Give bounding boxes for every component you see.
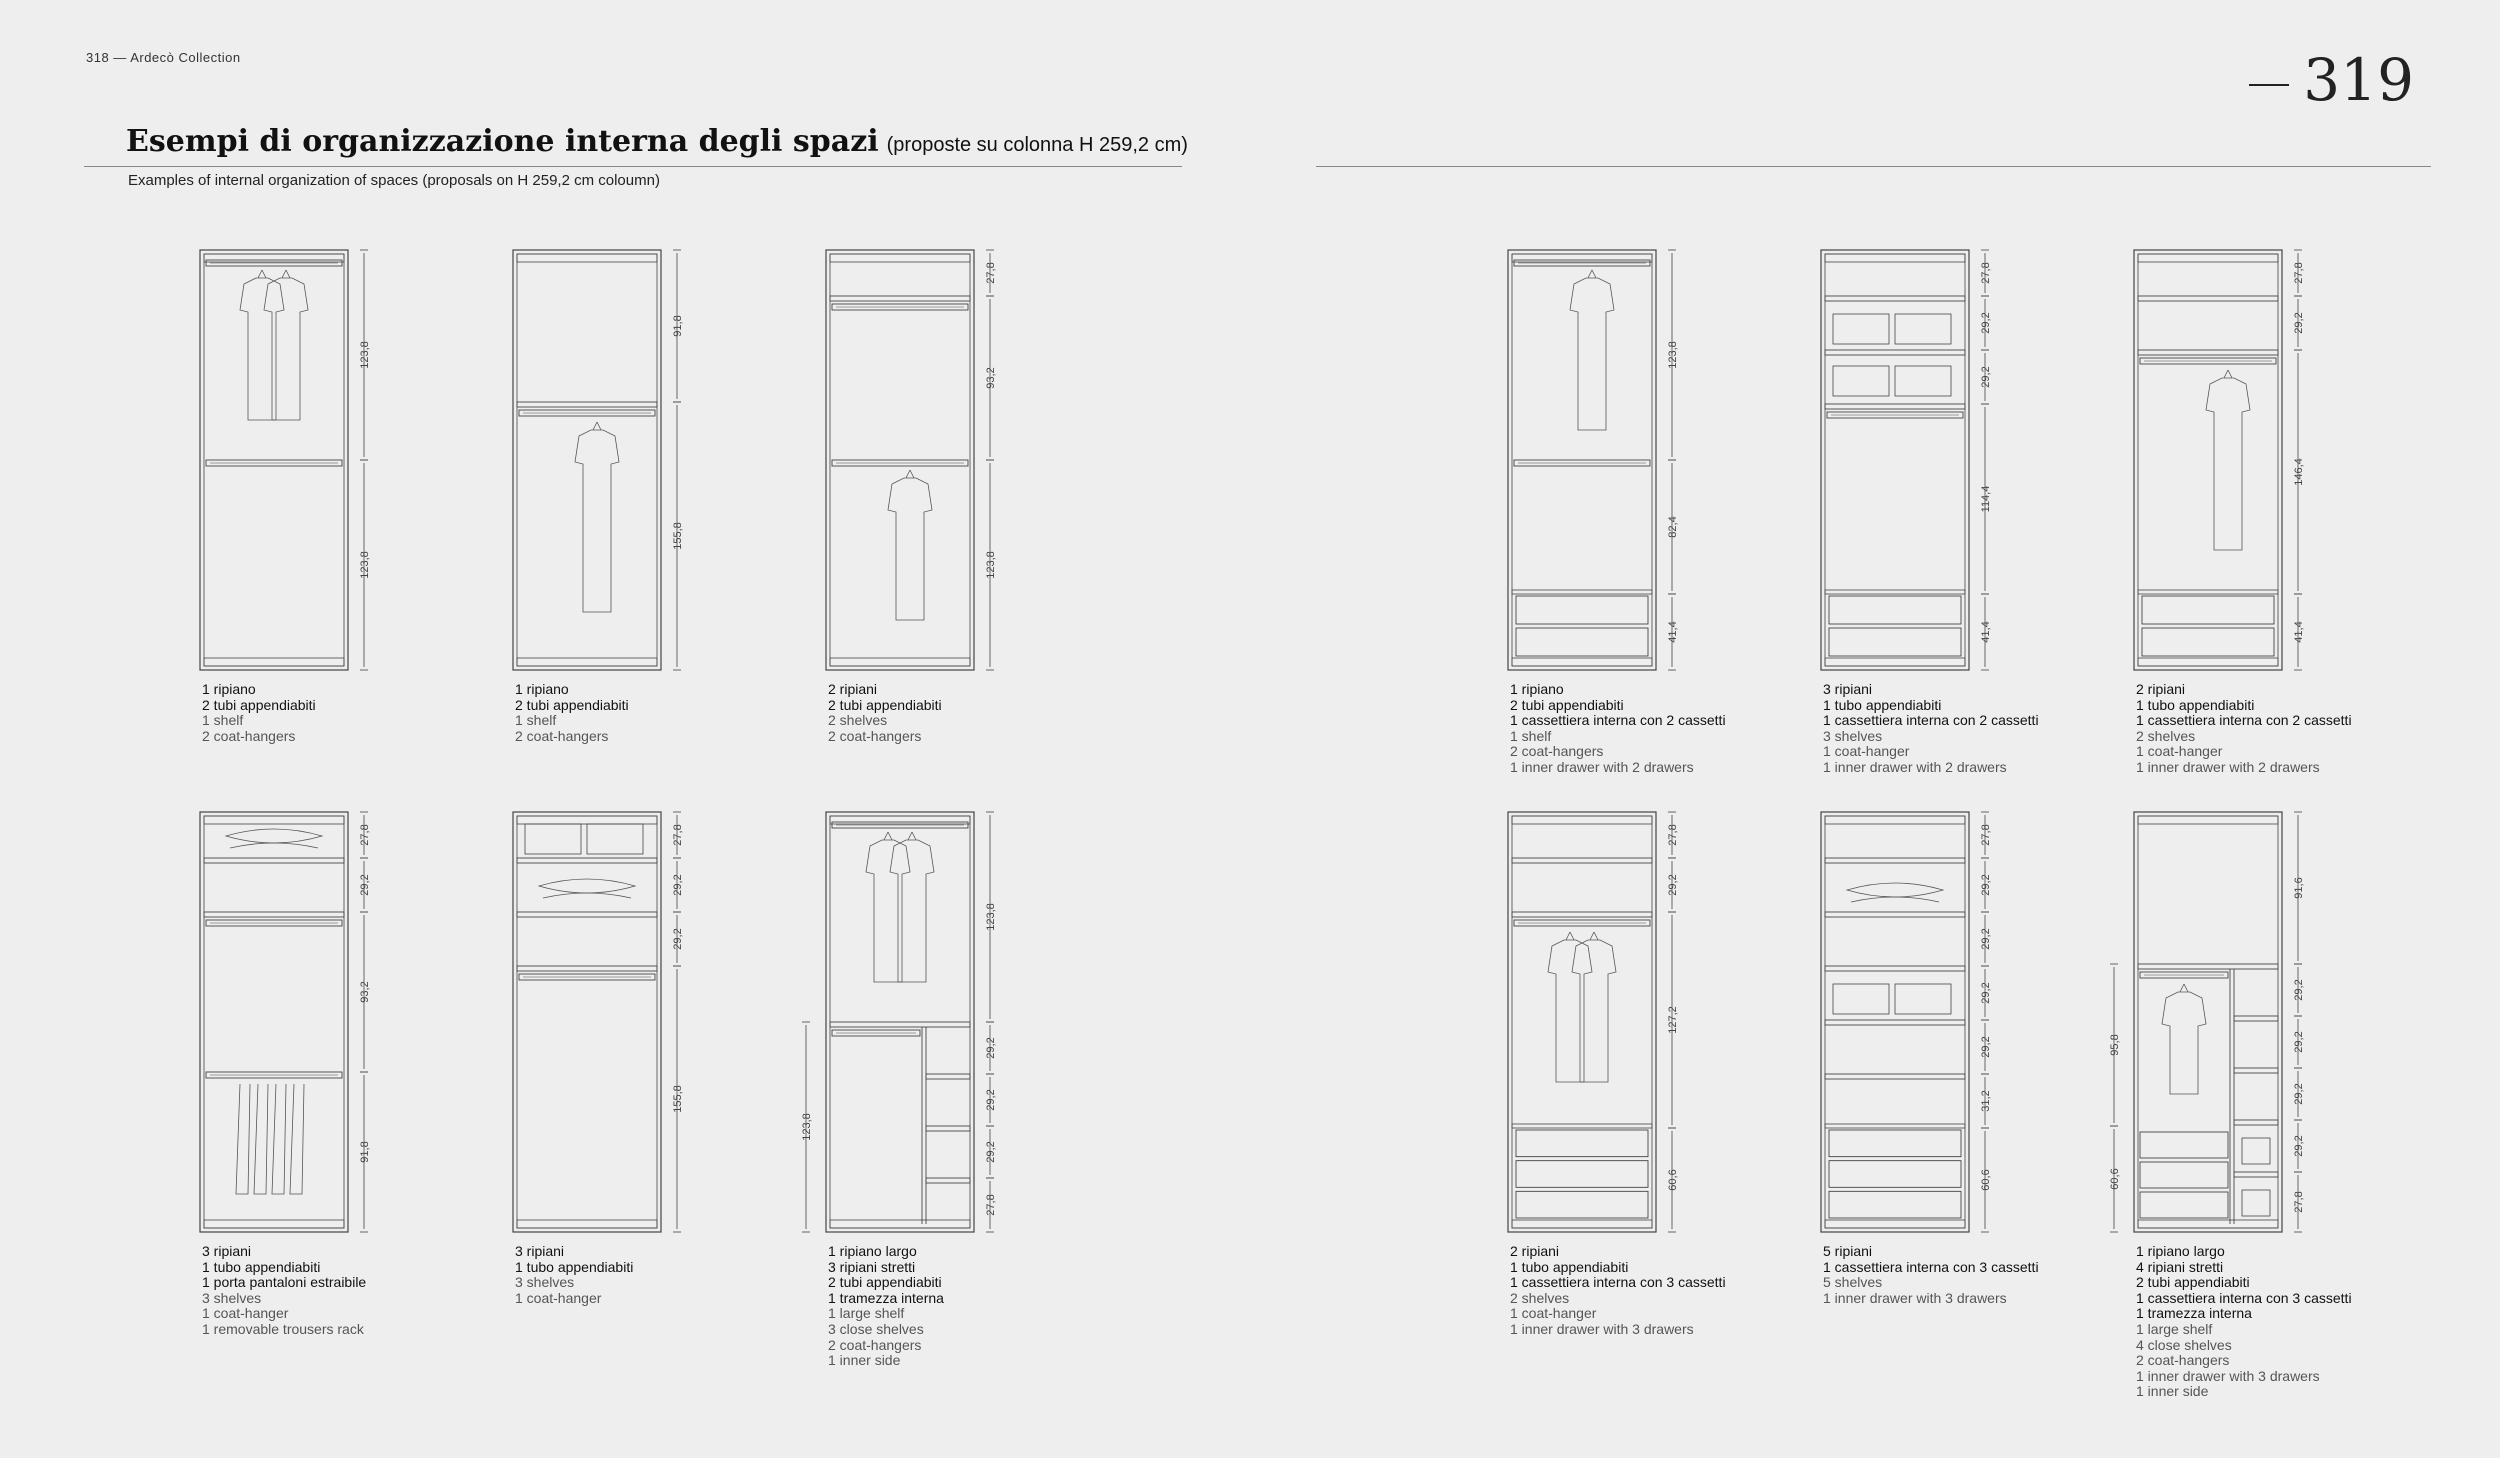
top-panel [2138,254,2278,262]
shelf [204,912,344,917]
drawer [1829,628,1961,656]
caption-line-english: 1 inner drawer with 3 drawers [1510,1320,1694,1337]
caption-line-english: 3 shelves [515,1274,575,1291]
caption-line-italian: 3 ripiani stretti [828,1258,916,1275]
shelf [517,858,657,863]
dimension-label: 29,2 [2293,1083,2305,1105]
bottom-panel [1825,658,1965,666]
dimension-label: 29,2 [1980,928,1992,950]
top-panel [517,816,657,824]
caption-line-italian: 3 ripiani [202,1243,252,1259]
top-panel [1512,816,1652,824]
page-title-note: (proposte su colonna H 259,2 cm) [886,134,1188,156]
wardrobe-drawing [196,808,436,1248]
carcass-inner [1512,816,1652,1228]
dimension-label: 29,2 [2293,312,2305,334]
wardrobe-drawing [509,246,749,686]
caption-line-italian: 3 ripiani [515,1243,565,1259]
shelf [1825,858,1965,863]
pillow-icon [539,879,635,893]
dimension-label: 155,8 [672,1085,684,1113]
drawer [2142,596,2274,624]
dimension-label: 29,2 [1980,366,1992,388]
carcass-inner [517,816,657,1228]
bottom-panel [204,658,344,666]
caption-line-italian: 2 ripiani [1510,1243,1560,1259]
shelf [517,402,657,407]
drawer [1829,1161,1961,1188]
caption-line-english: 2 coat-hangers [202,727,296,744]
caption-line-italian: 1 cassettiera interna con 3 cassetti [2136,1289,2352,1306]
wardrobe-drawing [509,808,749,1248]
wardrobe-drawing [196,246,436,686]
caption-line-english: 1 inner drawer with 2 drawers [2136,758,2320,775]
caption-line-english: 1 removable trousers rack [202,1320,364,1337]
caption-line-italian: 1 tubo appendiabiti [1823,696,1942,713]
bottom-panel [830,658,970,666]
dimension-label: 29,2 [2293,979,2305,1001]
wardrobe-caption [1823,682,2073,776]
wardrobe-caption [1510,682,1760,776]
wardrobe-drawing [801,808,1062,1248]
shelf [830,1022,970,1027]
carcass-inner [517,254,657,666]
drawer-top [1825,590,1965,594]
caption-line-italian: 1 tramezza interna [2136,1305,2252,1322]
storage-box-icon [525,824,581,854]
dimension-label: 114,4 [1980,485,1992,513]
storage-box-icon [1833,984,1889,1014]
dimension-label: 123,8 [801,1113,813,1141]
dimension-label: 29,2 [2293,1135,2305,1157]
caption-line-english: 1 coat-hanger [202,1305,289,1322]
shelf [2138,350,2278,355]
shelf [517,912,657,917]
trousers-icon [236,1084,250,1194]
storage-box-icon [1833,314,1889,344]
carcass-outer [2134,812,2282,1232]
dimension-label: 27,8 [672,824,684,846]
storage-box-icon [1895,314,1951,344]
shelf [1825,966,1965,971]
caption-line-english: 2 coat-hangers [1510,743,1604,760]
trousers-icon [254,1084,268,1194]
wardrobe-caption [828,682,1078,744]
dimension-label: 155,8 [672,522,684,550]
shelf [517,966,657,971]
drawer [1516,628,1648,656]
dimension-label: 27,8 [1667,824,1679,846]
caption-line-italian: 2 ripiani [828,681,878,697]
wardrobe-drawing [1504,808,1744,1248]
page-number-dash [2249,84,2289,86]
caption-line-italian: 1 cassettiera interna con 3 cassetti [1823,1258,2039,1275]
carcass-outer [2134,250,2282,670]
dimension-label: 29,2 [1980,982,1992,1004]
caption-line-italian: 1 ripiano [515,681,569,697]
pillow-icon [1847,883,1943,897]
caption-line-italian: 1 tubo appendiabiti [515,1258,634,1275]
dimension-label: 29,2 [672,874,684,896]
shelf [1825,1074,1965,1079]
wardrobe-drawing [822,246,1062,686]
shelf [1825,350,1965,355]
dimension-label: 146,4 [2293,458,2305,486]
caption-line-english: 2 shelves [1510,1289,1570,1306]
drawer [2142,628,2274,656]
page-title [126,124,1188,159]
carcass-inner [2138,816,2278,1228]
garment-icon [1570,270,1614,430]
wardrobe-caption [2136,1244,2386,1400]
garment-icon [2206,370,2250,550]
wardrobe-caption [515,682,765,744]
shelf [2138,964,2278,969]
caption-line-italian: 5 ripiani [1823,1243,1873,1259]
caption-line-italian: 3 ripiani [1823,681,1873,697]
top-panel [517,254,657,262]
drawer-top [1825,1124,1965,1128]
drawer [1516,1161,1648,1188]
dimension-label: 127,2 [1667,1006,1679,1034]
caption-line-english: 3 close shelves [828,1320,924,1337]
caption-line-italian: 1 cassettiera interna con 3 cassetti [1510,1274,1726,1291]
dimension-label: 41,4 [1667,621,1679,643]
caption-line-english: 1 shelf [1510,727,1552,744]
carcass-inner [2138,254,2278,666]
drawer [1829,596,1961,624]
caption-line-english: 1 inner side [2136,1383,2209,1400]
caption-line-english: 1 inner drawer with 2 drawers [1823,758,2007,775]
caption-line-italian: 2 tubi appendiabiti [828,696,942,713]
caption-line-italian: 2 tubi appendiabiti [515,696,629,713]
dimension-label: 41,4 [1980,621,1992,643]
shelf [926,1126,970,1131]
dimension-label: 93,2 [359,981,371,1003]
carcass-outer [1821,812,1969,1232]
caption-line-english: 1 coat-hanger [515,1289,602,1306]
caption-line-english: 4 close shelves [2136,1336,2232,1353]
page-subtitle-english: Examples of internal organization of spaces (proposals on H 259,2 cm coloumn) [128,172,660,189]
dimension-label: 29,2 [672,928,684,950]
page-number-text: 319 [2303,46,2414,114]
shelf [2234,1068,2278,1073]
caption-line-english: 2 coat-hangers [828,727,922,744]
dimension-label: 29,2 [2293,1031,2305,1053]
bottom-panel [517,1220,657,1228]
drawer-top [1512,1124,1652,1128]
dimension-label: 29,2 [985,1141,997,1163]
dimension-label: 29,2 [1980,312,1992,334]
bottom-panel [830,1220,970,1228]
caption-line-english: 1 coat-hanger [1510,1305,1597,1322]
shelf [2234,1016,2278,1021]
garment-icon [888,470,932,620]
garment-icon [240,270,284,420]
drawer [1829,1191,1961,1218]
drawer-top [2138,590,2278,594]
trousers-icon [290,1084,304,1194]
garment-icon [866,832,910,982]
drawer [2140,1162,2228,1188]
dimension-label: 123,8 [359,551,371,579]
dimension-label: 29,2 [1667,874,1679,896]
top-panel [1825,816,1965,824]
drawer [1516,596,1648,624]
dimension-label: 91,8 [672,315,684,337]
caption-line-italian: 1 ripiano largo [828,1243,917,1259]
wardrobe-caption [1510,1244,1760,1338]
wardrobe-caption [202,1244,452,1338]
dimension-label: 29,2 [1980,874,1992,896]
drawer [1516,1130,1648,1157]
shelf [2234,1120,2278,1125]
caption-line-english: 1 coat-hanger [2136,743,2223,760]
caption-line-italian: 1 cassettiera interna con 2 cassetti [1823,712,2039,729]
dimension-label: 123,8 [359,341,371,369]
pillow-icon [230,843,318,848]
bottom-panel [1512,1220,1652,1228]
dimension-label: 60,6 [1980,1169,1992,1191]
dimension-label: 123,8 [985,903,997,931]
garment-icon [1548,932,1592,1082]
garment-icon [1572,932,1616,1082]
storage-box-icon [2242,1190,2270,1216]
carcass-outer [513,812,661,1232]
caption-line-english: 1 large shelf [2136,1320,2213,1337]
dimension-label: 29,2 [985,1037,997,1059]
page-title-italian: Esempi di organizzazione interna degli spazi [126,124,879,159]
wardrobe-caption [202,682,452,744]
drawer [2140,1192,2228,1218]
dimension-label: 27,8 [1980,824,1992,846]
bottom-panel [1825,1220,1965,1228]
caption-line-italian: 1 cassettiera interna con 2 cassetti [2136,712,2352,729]
carcass-outer [200,812,348,1232]
title-rule-left [84,166,1182,167]
caption-line-italian: 1 ripiano [202,681,256,697]
caption-line-italian: 2 ripiani [2136,681,2186,697]
page-number [2249,46,2414,114]
carcass-inner [204,816,344,1228]
caption-line-italian: 1 tubo appendiabiti [1510,1258,1629,1275]
storage-box-icon [587,824,643,854]
caption-line-english: 2 coat-hangers [828,1336,922,1353]
caption-line-italian: 1 porta pantaloni estraibile [202,1274,367,1291]
title-rule-right [1316,166,2431,167]
garment-icon [264,270,308,420]
shelf [926,1178,970,1183]
bottom-panel [204,1220,344,1228]
top-panel [204,254,344,262]
top-panel [204,816,344,824]
shelf [1825,296,1965,301]
dimension-label: 31,2 [1980,1090,1992,1112]
shelf [1512,858,1652,863]
dimension-label: 27,8 [1980,262,1992,284]
shelf [1825,912,1965,917]
caption-line-english: 3 shelves [1823,727,1883,744]
bottom-panel [1512,658,1652,666]
caption-line-italian: 2 tubi appendiabiti [2136,1274,2250,1291]
dimension-label: 27,8 [359,824,371,846]
shelf [830,296,970,301]
dimension-label: 29,2 [359,874,371,896]
storage-box-icon [2242,1138,2270,1164]
caption-line-italian: 1 tramezza interna [828,1289,944,1306]
caption-line-english: 1 inner drawer with 3 drawers [2136,1367,2320,1384]
drawer [1829,1130,1961,1157]
caption-line-italian: 2 tubi appendiabiti [202,696,316,713]
wardrobe-drawing [1817,808,2057,1248]
wardrobe-drawing [2130,246,2370,686]
wardrobe-drawing [2109,808,2370,1248]
carcass-outer [513,250,661,670]
caption-line-english: 2 coat-hangers [2136,1352,2230,1369]
wardrobe-caption [828,1244,1078,1369]
wardrobe-caption [515,1244,765,1306]
shelf [1825,1020,1965,1025]
shelf [926,1074,970,1079]
caption-line-italian: 1 tubo appendiabiti [202,1258,321,1275]
caption-line-english: 5 shelves [1823,1274,1883,1291]
dimension-label: 29,2 [985,1089,997,1111]
top-panel [1512,254,1652,262]
wardrobe-caption [1823,1244,2073,1306]
caption-line-italian: 1 ripiano [1510,681,1564,697]
caption-line-english: 1 inner side [828,1352,901,1369]
dimension-label: 93,2 [985,367,997,389]
shelf [204,858,344,863]
dimension-label: 27,8 [2293,1191,2305,1213]
caption-line-english: 1 inner drawer with 3 drawers [1823,1289,2007,1306]
dimension-label: 29,2 [1980,1036,1992,1058]
top-panel [830,254,970,262]
top-panel [830,816,970,824]
dimension-label: 60,6 [1667,1169,1679,1191]
caption-line-english: 1 large shelf [828,1305,905,1322]
garment-icon [890,832,934,982]
bottom-panel [2138,658,2278,666]
carcass-inner [1825,816,1965,1228]
caption-line-italian: 1 cassettiera interna con 2 cassetti [1510,712,1726,729]
caption-line-english: 1 inner drawer with 2 drawers [1510,758,1694,775]
storage-box-icon [1895,984,1951,1014]
dimension-label: 27,8 [2293,262,2305,284]
dimension-label: 41,4 [2293,621,2305,643]
top-panel [1825,254,1965,262]
garment-icon [575,422,619,612]
dimension-label: 95,8 [2109,1034,2121,1056]
garment-icon [2162,984,2206,1094]
wardrobe-drawing [1817,246,2057,686]
wardrobe-caption [2136,682,2386,776]
pillow-icon [543,893,631,898]
caption-line-italian: 2 tubi appendiabiti [1510,696,1624,713]
dimension-label: 123,8 [985,551,997,579]
caption-line-english: 1 coat-hanger [1823,743,1910,760]
shelf [1825,404,1965,409]
caption-line-italian: 2 tubi appendiabiti [828,1274,942,1291]
dimension-label: 27,8 [985,1194,997,1216]
caption-line-english: 1 shelf [202,712,244,729]
drawer [1516,1191,1648,1218]
caption-line-english: 2 shelves [828,712,888,729]
storage-box-icon [1895,366,1951,396]
carcass-outer [1508,812,1656,1232]
bottom-panel [2138,1220,2278,1228]
top-panel [2138,816,2278,824]
dimension-label: 27,8 [985,262,997,284]
drawer [2140,1132,2228,1158]
storage-box-icon [1833,366,1889,396]
folio: 318 — Ardecò Collection [86,50,241,65]
dimension-label: 91,6 [2293,877,2305,899]
caption-line-english: 2 shelves [2136,727,2196,744]
dimension-label: 91,8 [359,1141,371,1163]
caption-line-english: 3 shelves [202,1289,262,1306]
caption-line-english: 2 coat-hangers [515,727,609,744]
caption-line-english: 1 shelf [515,712,557,729]
shelf [1512,912,1652,917]
caption-line-italian: 1 ripiano largo [2136,1243,2225,1259]
drawer-top [1512,590,1652,594]
pillow-icon [1851,897,1939,902]
caption-line-italian: 1 tubo appendiabiti [2136,696,2255,713]
dimension-label: 82,4 [1667,516,1679,538]
shelf [2234,1172,2278,1177]
shelf [2138,296,2278,301]
carcass-outer [1821,250,1969,670]
caption-line-italian: 4 ripiani stretti [2136,1258,2224,1275]
bottom-panel [517,658,657,666]
pillow-icon [226,829,322,843]
trousers-icon [272,1084,286,1194]
dimension-label: 60,6 [2109,1168,2121,1190]
wardrobe-drawing [1504,246,1744,686]
dimension-label: 123,8 [1667,341,1679,369]
